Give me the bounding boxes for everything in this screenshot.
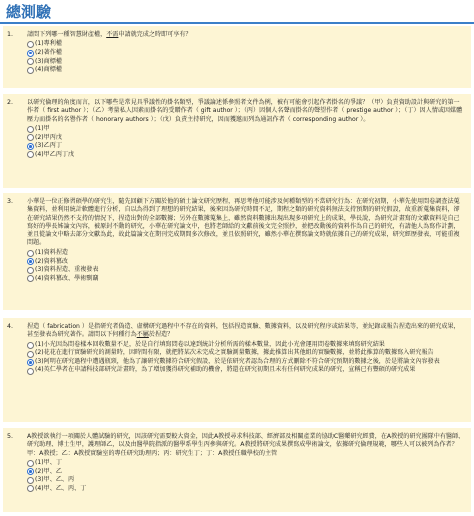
answer-option[interactable]: (1)小光因為問卷樣本回收數量不足，於是自行填寫問卷以達到統計分析所需的樣本數量，因此小光會運用問卷數據來填寫研究結果	[27, 341, 465, 350]
question-4	[3, 318, 471, 422]
answer-option[interactable]: (4)甲乙丙丁戊	[27, 151, 465, 160]
answer-option[interactable]: (3)阿明在研究過程中遭遇瓶頸，他為了讓研究數據符合研究假設，於是依研究者認為合理的方式刪除不符合研究預期的數據之後，於是將論文內容發表	[27, 358, 465, 367]
question-text: 以研究倫理的角度而言，以下哪些是常見具爭議性的掛名類型，爭議論述係參照者文件為例，被有可能會引起作者掛名的爭議？（甲）負責資助設計與研究的第一作者（ first author ）；（乙）考量私人因素而掛名的受贈作者（ gift author ）；（丙）因個人名聲而掛名的聲望作者（ prestige author ）；（丁）因人情或因媒體壓力而掛名的名譽作者（ honorary authors ）；（戊）負責主持研究，因而獲邀而列為通訊作者（ corresponding author ）。	[27, 99, 463, 123]
answer-option[interactable]: (4)甲、乙、丙、丁	[27, 485, 465, 494]
radio-button[interactable]	[27, 368, 34, 375]
question-2	[3, 94, 471, 188]
answer-option[interactable]: (2)甲、乙	[27, 467, 465, 476]
answer-option[interactable]: (3)甲、乙、丙	[27, 476, 465, 485]
answer-option[interactable]: (1)專利權	[27, 40, 465, 49]
radio-button[interactable]	[27, 151, 34, 158]
answer-option[interactable]: (1)甲	[27, 125, 465, 134]
answer-option[interactable]: (4)商標權	[27, 66, 465, 75]
radio-button[interactable]	[27, 134, 34, 141]
answer-option[interactable]: (3)商標權	[27, 57, 465, 66]
question-number: 3.	[7, 198, 14, 205]
question-3	[3, 193, 471, 310]
radio-button[interactable]	[27, 275, 34, 282]
radio-button[interactable]	[27, 342, 34, 349]
answer-option[interactable]: (2)花花在進行實驗研究的測量時，因時間有限，就把將某次未完成之實驗測量數據，據此推算出其他組的實驗數據，並將此推算的數據寫入研究報告	[27, 349, 465, 358]
question-5	[3, 428, 471, 512]
radio-button[interactable]	[27, 250, 34, 257]
radio-button-selected[interactable]	[27, 468, 34, 475]
answer-option[interactable]: (2)資料篡改	[27, 257, 465, 266]
radio-button[interactable]	[27, 267, 34, 274]
page-header	[0, 0, 474, 24]
radio-button[interactable]	[27, 58, 34, 65]
radio-button-selected[interactable]	[27, 258, 34, 265]
answer-option[interactable]: (2)著作權	[27, 49, 465, 58]
radio-button[interactable]	[27, 477, 34, 484]
radio-button[interactable]	[27, 41, 34, 48]
radio-button[interactable]	[27, 351, 34, 358]
radio-button[interactable]	[27, 67, 34, 74]
question-text: 請問下列哪一種智慧財產權，不需申請就完成之時即可享有？	[27, 31, 192, 38]
radio-button-selected[interactable]	[27, 143, 34, 150]
answer-option[interactable]: (3)乙丙丁	[27, 142, 465, 151]
question-number: 1.	[7, 31, 14, 38]
radio-button-selected[interactable]	[27, 359, 34, 366]
answer-option[interactable]: (2)甲丙戊	[27, 133, 465, 142]
answer-option[interactable]: (3)資料捏造、重複發表	[27, 266, 465, 275]
page-title: 總測驗	[6, 3, 52, 21]
header-divider	[0, 22, 474, 24]
question-number: 5.	[7, 433, 14, 440]
question-text: 小華是一位正修習碩學的研究生，隨先回顧下方關於他的碩士論文研究歷程，再思考他可能涉及何種類型的不當研究行為：在研究初期，小華先使用問卷調查法蒐集資料，並利用統計軟體進行分析，自以為得到了理想的研究結果，後來因為研究時間不足，期程之類的研究資料無法支持預期的研究假設，故重新蒐集資料，卻在研究結果仍然不支持的情況下，捏造出對的全部數據；另外在數據蒐集上，雖然資料數據出現出現多項研究上的成果，學長說，為研究計畫寫的文獻資料是自己寫好的學長姊論文內容，被原封不動的研究，小華在研究論文中，也將老師給的文獻前後文完全照抄，並把改動後的資料作為自己的研究，有請他人為寫作計劃，並且從論文中略去部分文獻為此，故此篇論文在期刊完成期間多次修改，並且依照研究，雖然小華在撰寫論文時就依據自己的研究成果，研究經歷發表，可能重複問題。	[27, 198, 460, 247]
question-number: 4.	[7, 323, 14, 330]
radio-button[interactable]	[27, 126, 34, 133]
question-1	[3, 26, 471, 88]
radio-button[interactable]	[27, 460, 34, 467]
radio-button[interactable]	[27, 485, 34, 492]
answer-option[interactable]: (4)英仁學者在申請科技部研究計畫時，為了增加獲得研究補助的機會，將還在研究初期且未有任何研究成果的研究，宣稱已有豐碩的研究成果	[27, 366, 465, 375]
answer-option[interactable]: (4)資料篡改、學術剽竊	[27, 275, 465, 284]
radio-button-selected[interactable]	[27, 50, 34, 57]
question-number: 2.	[7, 99, 14, 106]
question-text: A教授欲執行一項關於人體試驗的研究，因該研究需要較大資金，因此A教授尋求科技部、經濟部及相關產業的協助C醫藥研究經費，在A教授的研究團隊中有醫師、研究助理、博士生甲，護理師乙，以及由醫學院指派的醫學系學生丙參與研究。A教授將研究成果撰寫成學術論文，依據研究倫理規範，哪些人可以被列為作者？甲：A教授；乙：A教授實驗室的專任研究助理丙；丙：研究生丁；丁：A教授任職學校的主管	[27, 433, 465, 457]
answer-option[interactable]: (1)資料捏造	[27, 249, 465, 258]
answer-option[interactable]: (1)甲、丁	[27, 459, 465, 468]
question-text: 捏造（ fabrication ）是指研究者偽造、虛構研究過程中不存在的資料，包括捏造實驗、數據資料，以及研究程序或結果等，並紀錄或報告捏造出來的研究成果，甚至發表為研究著作。請問以下何種行為不屬於捏造？	[27, 323, 460, 339]
